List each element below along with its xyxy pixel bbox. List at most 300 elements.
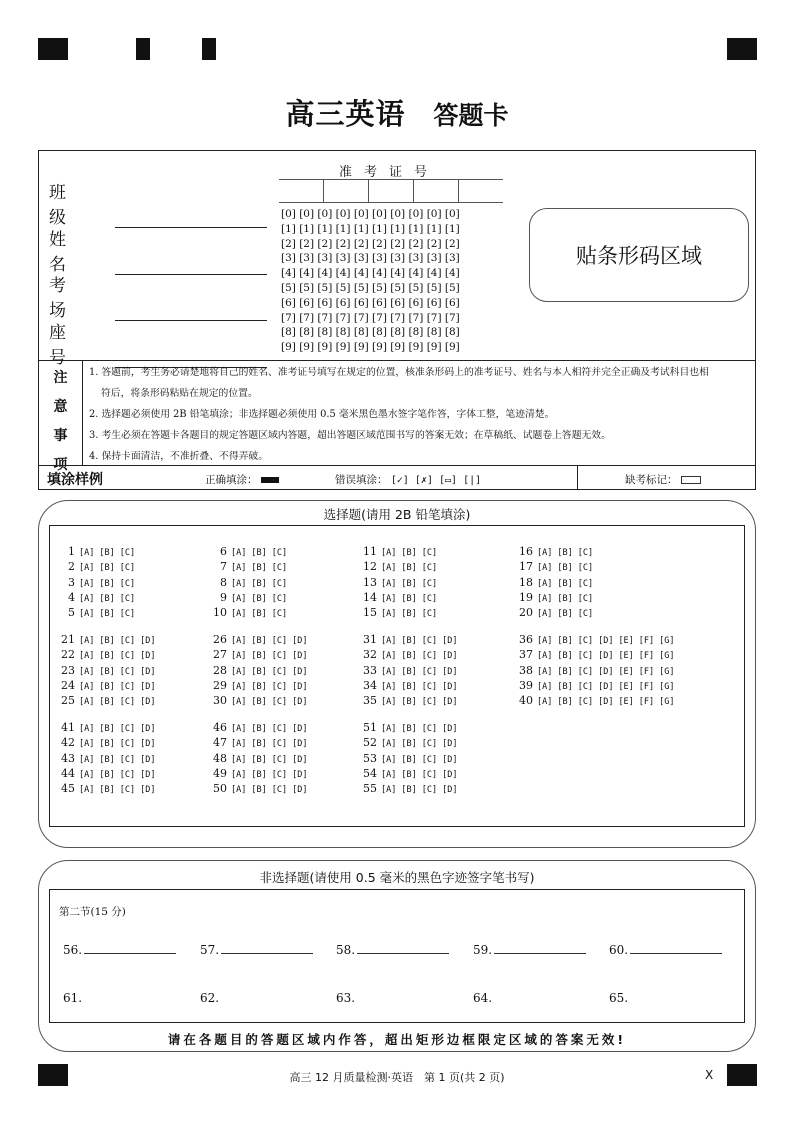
option-bubble[interactable]: [A] [231, 785, 247, 796]
choice-question[interactable] [211, 664, 312, 677]
option-bubble[interactable]: [A] [537, 697, 553, 708]
option-bubble[interactable]: [C] [421, 666, 438, 677]
option-bubble[interactable]: [B] [99, 593, 115, 604]
option-bubble[interactable]: [C] [421, 769, 438, 780]
choice-question[interactable] [361, 679, 462, 692]
option-bubble[interactable]: [B] [251, 769, 267, 780]
option-bubble[interactable]: [A] [381, 609, 397, 620]
option-bubble[interactable]: [D] [140, 666, 156, 677]
digit-row[interactable]: [4] [4] [4] [4] [4] [4] [4] [4] [4] [4] [281, 267, 460, 280]
option-bubble[interactable]: [D] [442, 754, 458, 765]
option-bubble[interactable]: [A] [231, 739, 247, 750]
option-bubble[interactable]: [D] [292, 785, 308, 796]
choice-question[interactable] [517, 606, 598, 619]
option-bubble[interactable]: [C] [577, 636, 594, 646]
choice-question[interactable] [211, 648, 312, 661]
option-bubble[interactable]: [A] [381, 636, 397, 646]
option-bubble[interactable]: [C] [421, 578, 438, 589]
option-bubble[interactable]: [G] [659, 666, 675, 677]
option-bubble[interactable]: [D] [442, 697, 458, 708]
option-bubble[interactable]: [C] [119, 785, 136, 796]
option-bubble[interactable]: [B] [99, 785, 115, 796]
choice-question[interactable] [211, 633, 312, 646]
option-bubble[interactable]: [B] [557, 697, 573, 708]
choice-question[interactable] [361, 721, 462, 734]
choice-question[interactable] [517, 648, 680, 661]
option-bubble[interactable]: [D] [140, 681, 156, 692]
option-bubble[interactable]: [A] [537, 666, 553, 677]
option-bubble[interactable]: [A] [537, 548, 553, 558]
option-bubble[interactable]: [D] [442, 739, 458, 750]
option-bubble[interactable]: [E] [618, 681, 634, 692]
option-bubble[interactable]: [A] [381, 724, 397, 734]
option-bubble[interactable]: [D] [442, 769, 458, 780]
digit-row[interactable]: [7] [7] [7] [7] [7] [7] [7] [7] [7] [7] [281, 311, 460, 324]
option-bubble[interactable]: [D] [292, 697, 308, 708]
option-bubble[interactable]: [C] [577, 548, 594, 558]
option-bubble[interactable]: [A] [381, 651, 397, 662]
option-bubble[interactable]: [B] [557, 593, 573, 604]
choice-question[interactable] [59, 782, 160, 795]
exam-number-bubbles[interactable] [281, 207, 460, 355]
option-bubble[interactable]: [A] [79, 548, 95, 558]
option-bubble[interactable]: [A] [79, 578, 95, 589]
choice-question[interactable] [517, 591, 598, 604]
option-bubble[interactable]: [D] [140, 724, 156, 734]
choice-question[interactable] [517, 694, 680, 707]
option-bubble[interactable]: [D] [140, 636, 156, 646]
option-bubble[interactable]: [A] [381, 785, 397, 796]
option-bubble[interactable]: [C] [271, 785, 288, 796]
option-bubble[interactable]: [A] [231, 563, 247, 574]
option-bubble[interactable]: [D] [598, 636, 614, 646]
option-bubble[interactable]: [B] [401, 681, 417, 692]
option-bubble[interactable]: [B] [99, 739, 115, 750]
option-bubble[interactable]: [B] [251, 754, 267, 765]
option-bubble[interactable]: [G] [659, 636, 675, 646]
option-bubble[interactable]: [A] [381, 681, 397, 692]
option-bubble[interactable]: [D] [140, 739, 156, 750]
option-bubble[interactable]: [A] [79, 563, 95, 574]
option-bubble[interactable]: [B] [401, 548, 417, 558]
option-bubble[interactable]: [A] [79, 593, 95, 604]
answer-line[interactable] [494, 943, 586, 954]
option-bubble[interactable]: [C] [271, 609, 288, 620]
option-bubble[interactable]: [D] [442, 724, 458, 734]
choice-question[interactable] [361, 752, 462, 765]
choice-question[interactable] [517, 633, 680, 646]
option-bubble[interactable]: [B] [251, 651, 267, 662]
option-bubble[interactable]: [G] [659, 697, 675, 708]
option-bubble[interactable]: [A] [231, 593, 247, 604]
choice-question[interactable] [361, 576, 442, 589]
option-bubble[interactable]: [A] [537, 578, 553, 589]
choice-question[interactable] [517, 576, 598, 589]
choice-question[interactable] [361, 782, 462, 795]
option-bubble[interactable]: [B] [401, 769, 417, 780]
option-bubble[interactable]: [F] [638, 666, 655, 677]
option-bubble[interactable]: [B] [251, 681, 267, 692]
option-bubble[interactable]: [D] [140, 785, 156, 796]
option-bubble[interactable]: [A] [381, 697, 397, 708]
option-bubble[interactable]: [A] [231, 636, 247, 646]
choice-question[interactable] [361, 694, 462, 707]
option-bubble[interactable]: [D] [598, 666, 614, 677]
option-bubble[interactable]: [C] [421, 636, 438, 646]
option-bubble[interactable]: [A] [381, 593, 397, 604]
option-bubble[interactable]: [C] [421, 681, 438, 692]
choice-question[interactable] [59, 679, 160, 692]
option-bubble[interactable]: [F] [638, 681, 655, 692]
choice-question[interactable] [59, 560, 140, 573]
option-bubble[interactable]: [A] [231, 724, 247, 734]
option-bubble[interactable]: [B] [401, 697, 417, 708]
option-bubble[interactable]: [C] [271, 578, 288, 589]
option-bubble[interactable]: [A] [79, 785, 95, 796]
choice-question[interactable] [211, 767, 312, 780]
option-bubble[interactable]: [D] [140, 697, 156, 708]
blank-question[interactable] [609, 943, 722, 957]
digit-row[interactable]: [0] [0] [0] [0] [0] [0] [0] [0] [0] [0] [281, 208, 460, 220]
option-bubble[interactable]: [C] [421, 754, 438, 765]
option-bubble[interactable]: [C] [119, 609, 136, 620]
choice-question[interactable] [361, 545, 442, 558]
option-bubble[interactable]: [A] [231, 666, 247, 677]
answer-line[interactable] [630, 943, 722, 954]
option-bubble[interactable]: [A] [79, 681, 95, 692]
option-bubble[interactable]: [D] [292, 666, 308, 677]
choice-question[interactable] [211, 736, 312, 749]
choice-question[interactable] [59, 545, 140, 558]
option-bubble[interactable]: [C] [271, 769, 288, 780]
choice-question[interactable] [59, 606, 140, 619]
choice-question[interactable] [361, 664, 462, 677]
option-bubble[interactable]: [C] [271, 697, 288, 708]
digit-row[interactable]: [3] [3] [3] [3] [3] [3] [3] [3] [3] [3] [281, 252, 460, 265]
option-bubble[interactable]: [C] [577, 609, 594, 620]
digit-row[interactable]: [8] [8] [8] [8] [8] [8] [8] [8] [8] [8] [281, 326, 460, 339]
option-bubble[interactable]: [B] [251, 739, 267, 750]
option-bubble[interactable]: [B] [557, 578, 573, 589]
option-bubble[interactable]: [F] [638, 651, 655, 662]
option-bubble[interactable]: [E] [618, 697, 634, 708]
option-bubble[interactable]: [A] [231, 548, 247, 558]
blank-question[interactable] [336, 991, 355, 1005]
choice-question[interactable] [59, 664, 160, 677]
option-bubble[interactable]: [B] [401, 666, 417, 677]
option-bubble[interactable]: [A] [79, 724, 95, 734]
option-bubble[interactable]: [A] [381, 548, 397, 558]
option-bubble[interactable]: [B] [251, 697, 267, 708]
option-bubble[interactable]: [C] [119, 636, 136, 646]
choice-question[interactable] [211, 782, 312, 795]
choice-question[interactable] [59, 633, 160, 646]
choice-question[interactable] [211, 545, 292, 558]
choice-question[interactable] [59, 736, 160, 749]
option-bubble[interactable]: [B] [401, 785, 417, 796]
blank-question[interactable] [63, 991, 82, 1005]
choice-question[interactable] [59, 694, 160, 707]
option-bubble[interactable]: [C] [119, 697, 136, 708]
option-bubble[interactable]: [D] [292, 724, 308, 734]
option-bubble[interactable]: [E] [618, 651, 634, 662]
option-bubble[interactable]: [B] [251, 666, 267, 677]
choice-question[interactable] [517, 664, 680, 677]
option-bubble[interactable]: [B] [401, 609, 417, 620]
option-bubble[interactable]: [F] [638, 636, 655, 646]
answer-line[interactable] [84, 943, 176, 954]
option-bubble[interactable]: [C] [421, 609, 438, 620]
choice-question[interactable] [361, 633, 462, 646]
choice-question[interactable] [211, 694, 312, 707]
choice-question[interactable] [517, 679, 680, 692]
option-bubble[interactable]: [A] [381, 563, 397, 574]
option-bubble[interactable]: [C] [119, 724, 136, 734]
option-bubble[interactable]: [A] [79, 651, 95, 662]
option-bubble[interactable]: [B] [557, 651, 573, 662]
option-bubble[interactable]: [C] [421, 563, 438, 574]
option-bubble[interactable]: [C] [271, 593, 288, 604]
choice-question[interactable] [59, 721, 160, 734]
option-bubble[interactable]: [C] [271, 681, 288, 692]
option-bubble[interactable]: [C] [119, 769, 136, 780]
option-bubble[interactable]: [A] [231, 769, 247, 780]
option-bubble[interactable]: [C] [119, 593, 136, 604]
option-bubble[interactable]: [A] [79, 754, 95, 765]
option-bubble[interactable]: [B] [401, 651, 417, 662]
option-bubble[interactable]: [D] [442, 681, 458, 692]
option-bubble[interactable]: [B] [251, 609, 267, 620]
option-bubble[interactable]: [B] [251, 578, 267, 589]
option-bubble[interactable]: [D] [292, 651, 308, 662]
option-bubble[interactable]: [C] [119, 563, 136, 574]
choice-question[interactable] [59, 648, 160, 661]
option-bubble[interactable]: [A] [79, 769, 95, 780]
option-bubble[interactable]: [A] [537, 593, 553, 604]
option-bubble[interactable]: [A] [537, 651, 553, 662]
option-bubble[interactable]: [C] [271, 666, 288, 677]
option-bubble[interactable]: [C] [577, 593, 594, 604]
option-bubble[interactable]: [B] [557, 609, 573, 620]
option-bubble[interactable]: [B] [99, 754, 115, 765]
option-bubble[interactable]: [C] [421, 697, 438, 708]
option-bubble[interactable]: [C] [421, 739, 438, 750]
option-bubble[interactable]: [B] [99, 697, 115, 708]
option-bubble[interactable]: [A] [381, 666, 397, 677]
option-bubble[interactable]: [B] [251, 724, 267, 734]
option-bubble[interactable]: [C] [577, 651, 594, 662]
choice-question[interactable] [517, 545, 598, 558]
choice-question[interactable] [59, 752, 160, 765]
blank-question[interactable] [473, 943, 586, 957]
option-bubble[interactable]: [D] [292, 754, 308, 765]
option-bubble[interactable]: [B] [99, 548, 115, 558]
option-bubble[interactable]: [C] [577, 681, 594, 692]
option-bubble[interactable]: [C] [271, 724, 288, 734]
option-bubble[interactable]: [B] [401, 563, 417, 574]
option-bubble[interactable]: [D] [442, 636, 458, 646]
blank-question[interactable] [609, 991, 628, 1005]
option-bubble[interactable]: [B] [557, 666, 573, 677]
choice-question[interactable] [361, 560, 442, 573]
option-bubble[interactable]: [C] [577, 697, 594, 708]
option-bubble[interactable]: [B] [99, 724, 115, 734]
option-bubble[interactable]: [C] [271, 754, 288, 765]
option-bubble[interactable]: [B] [401, 724, 417, 734]
choice-question[interactable] [211, 591, 292, 604]
option-bubble[interactable]: [C] [421, 651, 438, 662]
choice-question[interactable] [361, 591, 442, 604]
exam-room-field[interactable] [49, 271, 267, 321]
option-bubble[interactable]: [A] [79, 697, 95, 708]
option-bubble[interactable]: [B] [99, 769, 115, 780]
option-bubble[interactable]: [B] [251, 636, 267, 646]
option-bubble[interactable]: [B] [251, 563, 267, 574]
option-bubble[interactable]: [C] [271, 563, 288, 574]
exam-number-boxes[interactable] [279, 179, 503, 203]
option-bubble[interactable]: [A] [537, 563, 553, 574]
option-bubble[interactable]: [A] [79, 636, 95, 646]
option-bubble[interactable]: [C] [119, 651, 136, 662]
option-bubble[interactable]: [A] [537, 681, 553, 692]
name-field[interactable] [49, 225, 267, 275]
answer-line[interactable] [221, 943, 313, 954]
option-bubble[interactable]: [B] [557, 563, 573, 574]
choice-question[interactable] [211, 606, 292, 619]
option-bubble[interactable]: [B] [99, 681, 115, 692]
option-bubble[interactable]: [A] [537, 609, 553, 620]
choice-question[interactable] [211, 679, 312, 692]
digit-row[interactable]: [1] [1] [1] [1] [1] [1] [1] [1] [1] [1] [281, 222, 460, 235]
option-bubble[interactable]: [D] [442, 785, 458, 796]
option-bubble[interactable]: [B] [251, 593, 267, 604]
option-bubble[interactable]: [C] [577, 563, 594, 574]
option-bubble[interactable]: [D] [140, 754, 156, 765]
option-bubble[interactable]: [B] [251, 548, 267, 558]
option-bubble[interactable]: [F] [638, 697, 655, 708]
option-bubble[interactable]: [A] [231, 609, 247, 620]
option-bubble[interactable]: [C] [119, 578, 136, 589]
option-bubble[interactable]: [A] [537, 636, 553, 646]
option-bubble[interactable]: [A] [231, 578, 247, 589]
choice-question[interactable] [211, 576, 292, 589]
choice-question[interactable] [361, 736, 462, 749]
option-bubble[interactable]: [B] [557, 681, 573, 692]
option-bubble[interactable]: [E] [618, 636, 634, 646]
choice-question[interactable] [59, 591, 140, 604]
choice-question[interactable] [211, 721, 312, 734]
digit-row[interactable]: [6] [6] [6] [6] [6] [6] [6] [6] [6] [6] [281, 296, 460, 309]
option-bubble[interactable]: [B] [99, 666, 115, 677]
digit-row[interactable]: [9] [9] [9] [9] [9] [9] [9] [9] [9] [9] [281, 341, 460, 354]
option-bubble[interactable]: [D] [292, 739, 308, 750]
option-bubble[interactable]: [G] [659, 651, 675, 662]
option-bubble[interactable]: [C] [577, 578, 594, 589]
option-bubble[interactable]: [B] [401, 754, 417, 765]
option-bubble[interactable]: [B] [99, 636, 115, 646]
choice-question[interactable] [361, 606, 442, 619]
digit-row[interactable]: [2] [2] [2] [2] [2] [2] [2] [2] [2] [2] [281, 237, 460, 250]
option-bubble[interactable]: [D] [292, 769, 308, 780]
option-bubble[interactable]: [C] [271, 651, 288, 662]
option-bubble[interactable]: [B] [99, 609, 115, 620]
option-bubble[interactable]: [C] [119, 548, 136, 558]
blank-question[interactable] [63, 943, 176, 957]
option-bubble[interactable]: [D] [598, 697, 614, 708]
option-bubble[interactable]: [B] [251, 785, 267, 796]
absent-mark[interactable] [625, 472, 701, 487]
option-bubble[interactable]: [D] [598, 681, 614, 692]
blank-question[interactable] [473, 991, 492, 1005]
blank-question[interactable] [200, 991, 219, 1005]
option-bubble[interactable]: [G] [659, 681, 675, 692]
option-bubble[interactable]: [D] [292, 681, 308, 692]
option-bubble[interactable]: [C] [271, 548, 288, 558]
option-bubble[interactable]: [D] [598, 651, 614, 662]
option-bubble[interactable]: [A] [79, 609, 95, 620]
option-bubble[interactable]: [A] [381, 769, 397, 780]
option-bubble[interactable]: [A] [381, 578, 397, 589]
option-bubble[interactable]: [A] [231, 697, 247, 708]
option-bubble[interactable]: [E] [618, 666, 634, 677]
option-bubble[interactable]: [C] [577, 666, 594, 677]
option-bubble[interactable]: [A] [381, 754, 397, 765]
option-bubble[interactable]: [C] [421, 724, 438, 734]
option-bubble[interactable]: [C] [421, 785, 438, 796]
absent-box-icon[interactable] [681, 476, 701, 484]
option-bubble[interactable]: [B] [99, 578, 115, 589]
option-bubble[interactable]: [B] [401, 739, 417, 750]
option-bubble[interactable]: [D] [140, 769, 156, 780]
option-bubble[interactable]: [B] [401, 636, 417, 646]
answer-line[interactable] [357, 943, 449, 954]
option-bubble[interactable]: [B] [557, 636, 573, 646]
class-field[interactable] [49, 178, 267, 228]
option-bubble[interactable]: [A] [231, 681, 247, 692]
option-bubble[interactable]: [C] [271, 636, 288, 646]
option-bubble[interactable]: [C] [119, 739, 136, 750]
option-bubble[interactable]: [A] [79, 666, 95, 677]
choice-question[interactable] [59, 576, 140, 589]
choice-question[interactable] [517, 560, 598, 573]
digit-row[interactable]: [5] [5] [5] [5] [5] [5] [5] [5] [5] [5] [281, 281, 460, 294]
choice-question[interactable] [211, 752, 312, 765]
option-bubble[interactable]: [C] [421, 593, 438, 604]
option-bubble[interactable]: [B] [401, 593, 417, 604]
option-bubble[interactable]: [C] [119, 754, 136, 765]
choice-question[interactable] [361, 648, 462, 661]
option-bubble[interactable]: [C] [119, 666, 136, 677]
blank-question[interactable] [336, 943, 449, 957]
choice-question[interactable] [361, 767, 462, 780]
choice-question[interactable] [211, 560, 292, 573]
option-bubble[interactable]: [B] [557, 548, 573, 558]
option-bubble[interactable]: [B] [99, 563, 115, 574]
option-bubble[interactable]: [C] [421, 548, 438, 558]
option-bubble[interactable]: [B] [401, 578, 417, 589]
choice-question[interactable] [59, 767, 160, 780]
option-bubble[interactable]: [A] [381, 739, 397, 750]
option-bubble[interactable]: [C] [119, 681, 136, 692]
option-bubble[interactable]: [A] [79, 739, 95, 750]
option-bubble[interactable]: [C] [271, 739, 288, 750]
option-bubble[interactable]: [B] [99, 651, 115, 662]
option-bubble[interactable]: [A] [231, 651, 247, 662]
option-bubble[interactable]: [D] [292, 636, 308, 646]
option-bubble[interactable]: [D] [442, 666, 458, 677]
option-bubble[interactable]: [A] [231, 754, 247, 765]
blank-question[interactable] [200, 943, 313, 957]
